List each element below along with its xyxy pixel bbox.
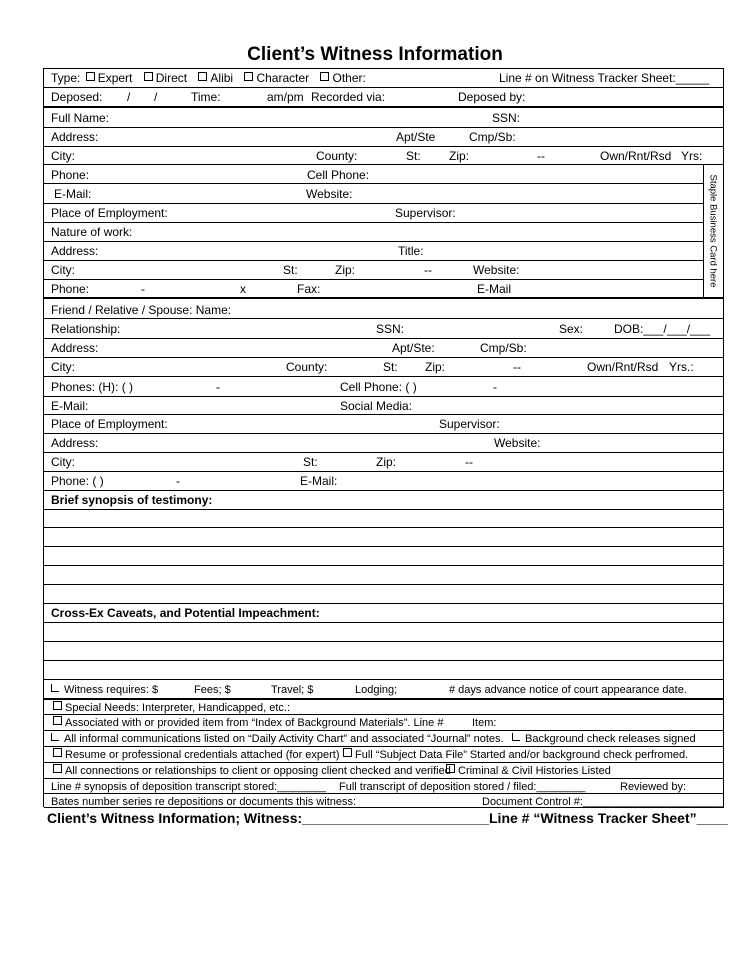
rule xyxy=(44,146,724,147)
rule xyxy=(44,338,724,339)
document-control-field[interactable]: Document Control #:_______________________ xyxy=(482,796,724,808)
friend-county-field[interactable]: County: xyxy=(286,360,328,374)
alibi-label: Alibi xyxy=(210,71,234,85)
date-slash: / xyxy=(154,90,158,104)
connections-label: All connections or relationships to client or opposing client checked and verified xyxy=(65,765,451,777)
time-label: Time: xyxy=(191,90,221,104)
date-slash: / xyxy=(127,90,131,104)
page-title: Client’s Witness Information xyxy=(247,44,503,65)
sex-field[interactable]: Sex: xyxy=(559,322,584,336)
home-phone-field[interactable]: Phones: (H): ( ) xyxy=(51,380,134,394)
friend-supervisor-field[interactable]: Supervisor: xyxy=(439,417,500,431)
nature-of-work-field[interactable]: Nature of work: xyxy=(51,225,133,239)
associated-checkbox[interactable] xyxy=(53,716,62,725)
rule xyxy=(44,746,724,747)
rule xyxy=(44,565,724,566)
friend-employer-city-field[interactable]: City: xyxy=(51,455,75,469)
friend-employer-zip-dash: -- xyxy=(465,455,473,469)
friend-apt-field[interactable]: Apt/Ste: xyxy=(392,341,435,355)
city-field[interactable]: City: xyxy=(51,149,75,163)
reviewed-by-field[interactable]: Reviewed by: xyxy=(620,781,687,793)
character-checkbox[interactable] xyxy=(244,72,253,81)
subject-data-item xyxy=(341,748,688,762)
employer-website-field[interactable]: Website: xyxy=(473,263,520,277)
friend-employer-website-field[interactable]: Website: xyxy=(494,436,541,450)
friend-cell-field[interactable]: Cell Phone: ( ) xyxy=(340,380,417,394)
form-left-border xyxy=(43,68,44,807)
witness-requires-label: Witness requires: $ xyxy=(64,684,159,696)
rule xyxy=(44,357,724,358)
subject-data-label: Full “Subject Data File” Started and/or background check perfromed. xyxy=(355,749,689,761)
staple-label: Staple Business Card here xyxy=(707,174,719,288)
deposed-by-label: Deposed by: xyxy=(458,90,526,104)
friend-employer-email-field[interactable]: E-Mail: xyxy=(300,474,338,488)
cmp-field[interactable]: Cmp/Sb: xyxy=(469,130,516,144)
rule xyxy=(44,183,703,184)
friend-employer-phone-dash: - xyxy=(176,474,180,488)
friend-employment-field[interactable]: Place of Employment: xyxy=(51,417,168,431)
expert-checkbox[interactable] xyxy=(86,72,95,81)
employer-phone-field[interactable]: Phone: xyxy=(51,282,90,296)
criminal-history-label: Criminal & Civil Histories Listed xyxy=(458,765,611,777)
rule xyxy=(44,260,703,261)
other-label: Other: xyxy=(332,71,366,85)
special-needs-item xyxy=(51,701,290,715)
rule xyxy=(44,222,703,223)
line-synopsis-field[interactable]: Line # synopsis of deposition transcript stored:________ xyxy=(51,781,327,793)
caveats-heading: Cross-Ex Caveats, and Potential Impeachment: xyxy=(51,606,320,620)
rule xyxy=(44,584,724,585)
travel-field[interactable]: Travel; $ xyxy=(271,684,314,696)
special-needs-checkbox[interactable] xyxy=(53,701,62,710)
own-rent-field[interactable]: Own/Rnt/Rsd xyxy=(600,149,672,163)
tracker-line-field[interactable]: Line # on Witness Tracker Sheet:_____ xyxy=(499,71,710,85)
rule xyxy=(44,241,703,242)
website-field[interactable]: Website: xyxy=(306,187,353,201)
employment-field[interactable]: Place of Employment: xyxy=(51,206,168,220)
state-field[interactable]: St: xyxy=(406,149,421,163)
resume-label: Resume or professional credentials attached (for expert) xyxy=(65,749,340,761)
years-field[interactable]: Yrs: xyxy=(681,149,703,163)
fees-field[interactable]: Fees; $ xyxy=(194,684,231,696)
rule xyxy=(44,297,724,299)
phone-extension: x xyxy=(240,282,246,296)
informal-checkbox[interactable] xyxy=(51,733,59,741)
fax-field[interactable]: Fax: xyxy=(297,282,321,296)
direct-checkbox[interactable] xyxy=(144,72,153,81)
form-right-border xyxy=(723,68,724,807)
rule xyxy=(44,698,724,700)
phone-dash: - xyxy=(141,282,145,296)
recorded-via-label: Recorded via: xyxy=(311,90,386,104)
rule xyxy=(44,414,724,415)
zip-dash: -- xyxy=(537,149,545,163)
alibi-checkbox[interactable] xyxy=(198,72,207,81)
friend-city-field[interactable]: City: xyxy=(51,360,75,374)
informal-communications-item xyxy=(51,732,504,746)
friend-own-rent-field[interactable]: Own/Rnt/Rsd xyxy=(587,360,659,374)
rule xyxy=(44,730,724,731)
employer-zip-field[interactable]: Zip: xyxy=(335,263,356,277)
character-label: Character xyxy=(256,71,310,85)
direct-label: Direct xyxy=(155,71,188,85)
friend-years-field[interactable]: Yrs.: xyxy=(669,360,694,374)
friend-employer-phone-field[interactable]: Phone: ( ) xyxy=(51,474,104,488)
rule xyxy=(44,396,724,397)
rule xyxy=(44,778,724,779)
notice-days-field[interactable]: # days advance notice of court appearance date. xyxy=(449,684,687,696)
social-media-field[interactable]: Social Media: xyxy=(340,399,413,413)
criminal-history-item xyxy=(444,764,611,778)
home-phone-dash: - xyxy=(216,380,220,394)
rule xyxy=(44,762,724,763)
relationship-field[interactable]: Relationship: xyxy=(51,322,121,336)
rule xyxy=(44,546,724,547)
rule xyxy=(44,127,724,128)
cell-phone-field[interactable]: Cell Phone: xyxy=(307,168,370,182)
bates-number-field[interactable]: Bates number series re depositions or documents this witness: xyxy=(51,796,357,808)
friend-state-field[interactable]: St: xyxy=(383,360,398,374)
rule xyxy=(44,679,724,680)
form-footer: Client’s Witness Information; Witness:________________________Line # “Witness Tracker Sheet”____ xyxy=(47,810,728,826)
employer-city-field[interactable]: City: xyxy=(51,263,75,277)
friend-address-field[interactable]: Address: xyxy=(51,341,99,355)
friend-employer-state-field[interactable]: St: xyxy=(303,455,318,469)
rule xyxy=(44,490,724,491)
expert-label: Expert xyxy=(97,71,133,85)
rule xyxy=(44,471,724,472)
employer-email-field[interactable]: E-Mail xyxy=(477,282,512,296)
rule xyxy=(44,641,724,642)
rule xyxy=(44,433,724,434)
item-field[interactable]: Item: xyxy=(472,717,497,729)
friend-zip-dash: -- xyxy=(513,360,521,374)
rule xyxy=(44,527,724,528)
rule xyxy=(44,622,724,623)
rule xyxy=(44,603,724,604)
friend-zip-field[interactable]: Zip: xyxy=(425,360,446,374)
rule xyxy=(44,203,703,204)
associated-item xyxy=(51,716,443,730)
deposed-label: Deposed: xyxy=(51,90,103,104)
employer-state-field[interactable]: St: xyxy=(283,263,298,277)
requirements-row xyxy=(51,683,158,697)
title-field[interactable]: Title: xyxy=(398,244,424,258)
rule xyxy=(44,87,724,88)
dob-field[interactable]: DOB:___/___/___ xyxy=(614,322,711,336)
friend-employer-address-field[interactable]: Address: xyxy=(51,436,99,450)
rule xyxy=(44,660,724,661)
employer-address-field[interactable]: Address: xyxy=(51,244,99,258)
subject-data-checkbox[interactable] xyxy=(343,748,352,757)
connections-checkbox[interactable] xyxy=(53,764,62,773)
type-row xyxy=(51,71,366,85)
ssn-field[interactable]: SSN: xyxy=(492,111,521,125)
witness-requires-checkbox[interactable] xyxy=(51,684,59,692)
rule xyxy=(44,452,724,453)
lodging-field[interactable]: Lodging; xyxy=(355,684,398,696)
employer-zip-dash: -- xyxy=(424,263,432,277)
email-field[interactable]: E-Mail: xyxy=(54,187,92,201)
informal-label: All informal communications listed on “Daily Activity Chart” and associated “Journal” notes. xyxy=(64,733,504,745)
rule xyxy=(44,68,724,69)
address-field[interactable]: Address: xyxy=(51,130,99,144)
apt-field[interactable]: Apt/Ste xyxy=(396,130,436,144)
zip-field[interactable]: Zip: xyxy=(449,149,470,163)
rule xyxy=(44,509,724,510)
friend-name-field[interactable]: Friend / Relative / Spouse: Name: xyxy=(51,303,232,317)
rule xyxy=(44,279,703,280)
synopsis-heading: Brief synopsis of testimony: xyxy=(51,493,213,507)
special-needs-label: Special Needs: Interpreter, Handicapped, etc.: xyxy=(65,702,291,714)
full-name-field[interactable]: Full Name: xyxy=(51,111,110,125)
staple-business-card-area xyxy=(703,168,723,295)
resume-checkbox[interactable] xyxy=(53,748,62,757)
rule xyxy=(44,164,724,165)
friend-employer-zip-field[interactable]: Zip: xyxy=(376,455,397,469)
full-transcript-field[interactable]: Full transcript of deposition stored / filed:________ xyxy=(339,781,586,793)
criminal-history-checkbox[interactable] xyxy=(446,764,455,773)
friend-ssn-field[interactable]: SSN: xyxy=(376,322,405,336)
background-releases-checkbox[interactable] xyxy=(512,733,520,741)
supervisor-field[interactable]: Supervisor: xyxy=(395,206,456,220)
rule xyxy=(44,318,724,319)
resume-item xyxy=(51,748,340,762)
rule xyxy=(44,106,724,108)
other-checkbox[interactable] xyxy=(320,72,329,81)
friend-cmp-field[interactable]: Cmp/Sb: xyxy=(480,341,527,355)
ampm-label: am/pm xyxy=(267,90,304,104)
associated-label: Associated with or provided item from “Index of Background Materials”. Line # xyxy=(65,717,444,729)
type-label: Type: xyxy=(51,71,81,85)
background-releases-label: Background check releases signed xyxy=(525,733,696,745)
friend-email-field[interactable]: E-Mail: xyxy=(51,399,89,413)
county-field[interactable]: County: xyxy=(316,149,358,163)
friend-cell-dash: - xyxy=(493,380,497,394)
phone-field[interactable]: Phone: xyxy=(51,168,90,182)
background-releases-item xyxy=(512,732,696,746)
rule xyxy=(44,376,724,377)
connections-item xyxy=(51,764,451,778)
